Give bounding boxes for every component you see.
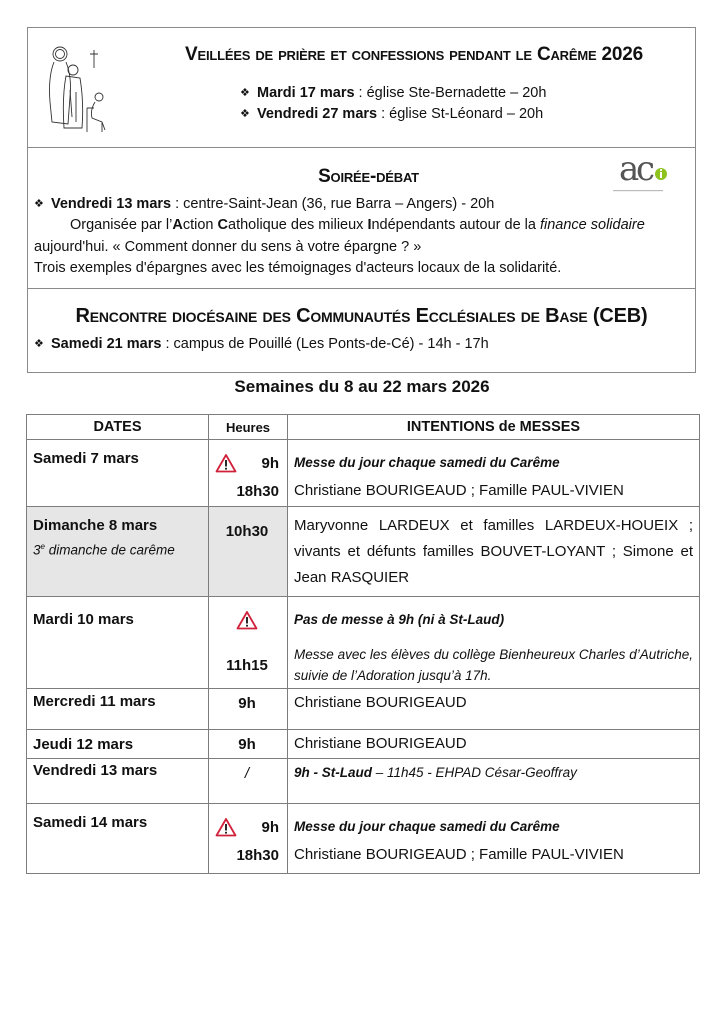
liturgical-note (33, 542, 202, 558)
intention (294, 759, 693, 787)
text-part: 9h - St-Laud (294, 765, 372, 780)
header-dates: DATES (27, 415, 209, 440)
bullet-diamond-icon: ❖ (34, 338, 44, 350)
table-row (27, 804, 700, 874)
row-intentions (288, 689, 700, 730)
row-date: Mardi 10 mars (27, 597, 209, 689)
text-part: e (40, 542, 45, 551)
table-row (27, 507, 700, 597)
row-times (209, 507, 288, 597)
row-times (209, 440, 288, 507)
time: 11h15 (226, 656, 268, 674)
time: 18h30 (236, 846, 279, 864)
svg-text:c: c (636, 152, 656, 189)
text-part: – 11h45 - EHPAD César-Geoffray (372, 765, 577, 780)
vigil-item (240, 83, 546, 104)
svg-text:a: a (619, 152, 640, 189)
vigil-day: Vendredi 27 mars (257, 106, 378, 122)
intention: Christiane BOURIGEAUD (294, 735, 467, 752)
row-intentions (288, 597, 700, 689)
row-times (209, 759, 288, 804)
text-part: ction (182, 217, 218, 233)
debate-title: Soirée-débat (318, 166, 419, 187)
warning-icon (215, 453, 237, 473)
row-intentions (288, 730, 700, 759)
row-date: Samedi 7 mars (27, 440, 209, 507)
announcements-box (27, 27, 696, 373)
vigil-item (240, 104, 546, 125)
text-part: C (217, 217, 228, 233)
row-times (209, 804, 288, 874)
vigil-detail: : église Ste-Bernadette – 20h (354, 85, 547, 101)
row-intentions: Maryvonne LARDEUX et familles LARDEUX-HOUEIX ; vivants et défunts familles BOUVET-LOYANT ; Simone et Jean RASQUIER (288, 507, 700, 597)
vigils-title: Veillées de prière et confessions pendant le Carême 2026 (185, 44, 643, 65)
intention: Messe avec les élèves du collège Bienheureux Charles d’Autriche, suivie de l’Adoration jusqu’à 17h. (294, 647, 693, 683)
debate-paragraph-line3: Trois exemples d'épargnes avec les témoignages d'acteurs locaux de la solidarité. (34, 260, 562, 276)
debate-item (34, 194, 689, 215)
vigils-section (28, 28, 695, 148)
text-part: Organisée par l’ (70, 217, 173, 233)
table-row (27, 730, 700, 759)
bullet-diamond-icon: ❖ (240, 87, 250, 99)
table-row (27, 689, 700, 730)
table-row (27, 440, 700, 507)
debate-paragraph-line2: aujourd'hui. « Comment donner du sens à votre épargne ? » (34, 238, 422, 255)
text-part: dimanche de carême (44, 542, 175, 558)
row-date: Samedi 14 mars (27, 804, 209, 874)
bullet-diamond-icon: ❖ (240, 108, 250, 120)
ceb-detail: : campus de Pouillé (Les Ponts-de-Cé) - 14h - 17h (161, 336, 489, 352)
row-times (209, 730, 288, 759)
ceb-section (28, 289, 695, 373)
row-intentions (288, 440, 700, 507)
mass-intentions-table (26, 414, 700, 874)
debate-text (34, 194, 689, 280)
intention: Christiane BOURIGEAUD ; Famille PAUL-VIVIEN (294, 846, 624, 863)
intention-note: Messe du jour chaque samedi du Carême (294, 819, 560, 834)
header-hours: Heures (209, 415, 288, 440)
row-date: Vendredi 13 mars (27, 759, 209, 804)
row-intentions (288, 759, 700, 804)
vigil-detail: : église St-Léonard – 20h (377, 106, 544, 122)
row-date: Mercredi 11 mars (27, 689, 209, 730)
intention-note: Pas de messe à 9h (ni à St-Laud) (294, 612, 505, 627)
header-intentions: INTENTIONS de MESSES (288, 415, 700, 440)
table-row (27, 759, 700, 804)
table-header-row (27, 415, 700, 440)
table-row (27, 597, 700, 689)
text-part: finance solidaire (539, 217, 645, 233)
intention: Christiane BOURIGEAUD ; Famille PAUL-VIVIEN (294, 482, 624, 499)
vigils-list (240, 83, 546, 125)
ceb-item (34, 334, 489, 355)
row-date: Jeudi 12 mars (27, 730, 209, 759)
time: 18h30 (236, 482, 279, 500)
text-part: ndépendants autour de la (371, 217, 540, 233)
text-part: 3 (33, 542, 41, 558)
debate-section (28, 148, 695, 289)
text-part: atholique des milieux (228, 217, 368, 233)
ceb-day: Samedi 21 mars (51, 336, 162, 352)
weeks-title: Semaines du 8 au 22 mars 2026 (234, 377, 490, 396)
time: 9h (261, 818, 279, 836)
bullet-diamond-icon: ❖ (34, 198, 44, 210)
time: 10h30 (225, 522, 269, 540)
time: / (244, 764, 250, 782)
confession-illustration-icon (42, 42, 112, 134)
debate-paragraph-line1 (34, 215, 689, 237)
debate-detail: : centre-Saint-Jean (36, rue Barra – Angers) - 20h (171, 196, 495, 212)
debate-day: Vendredi 13 mars (51, 196, 172, 212)
text-part: I (367, 217, 372, 233)
intention: Christiane BOURIGEAUD (294, 694, 467, 711)
warning-icon (236, 610, 258, 630)
vigil-day: Mardi 17 mars (257, 85, 355, 101)
text-part: A (172, 217, 183, 233)
row-times (209, 597, 288, 689)
row-times (209, 689, 288, 730)
time: 9h (238, 694, 256, 712)
row-date (27, 507, 209, 597)
intention-note: Messe du jour chaque samedi du Carême (294, 455, 560, 470)
aci-logo-icon (607, 152, 683, 196)
ceb-title: Rencontre diocésaine des Communautés Ecclésiales de Base (CEB) (75, 305, 648, 327)
time: 9h (261, 454, 279, 472)
row-intentions (288, 804, 700, 874)
warning-icon (215, 817, 237, 837)
time: 9h (238, 735, 256, 753)
date-label: Dimanche 8 mars (33, 517, 158, 534)
